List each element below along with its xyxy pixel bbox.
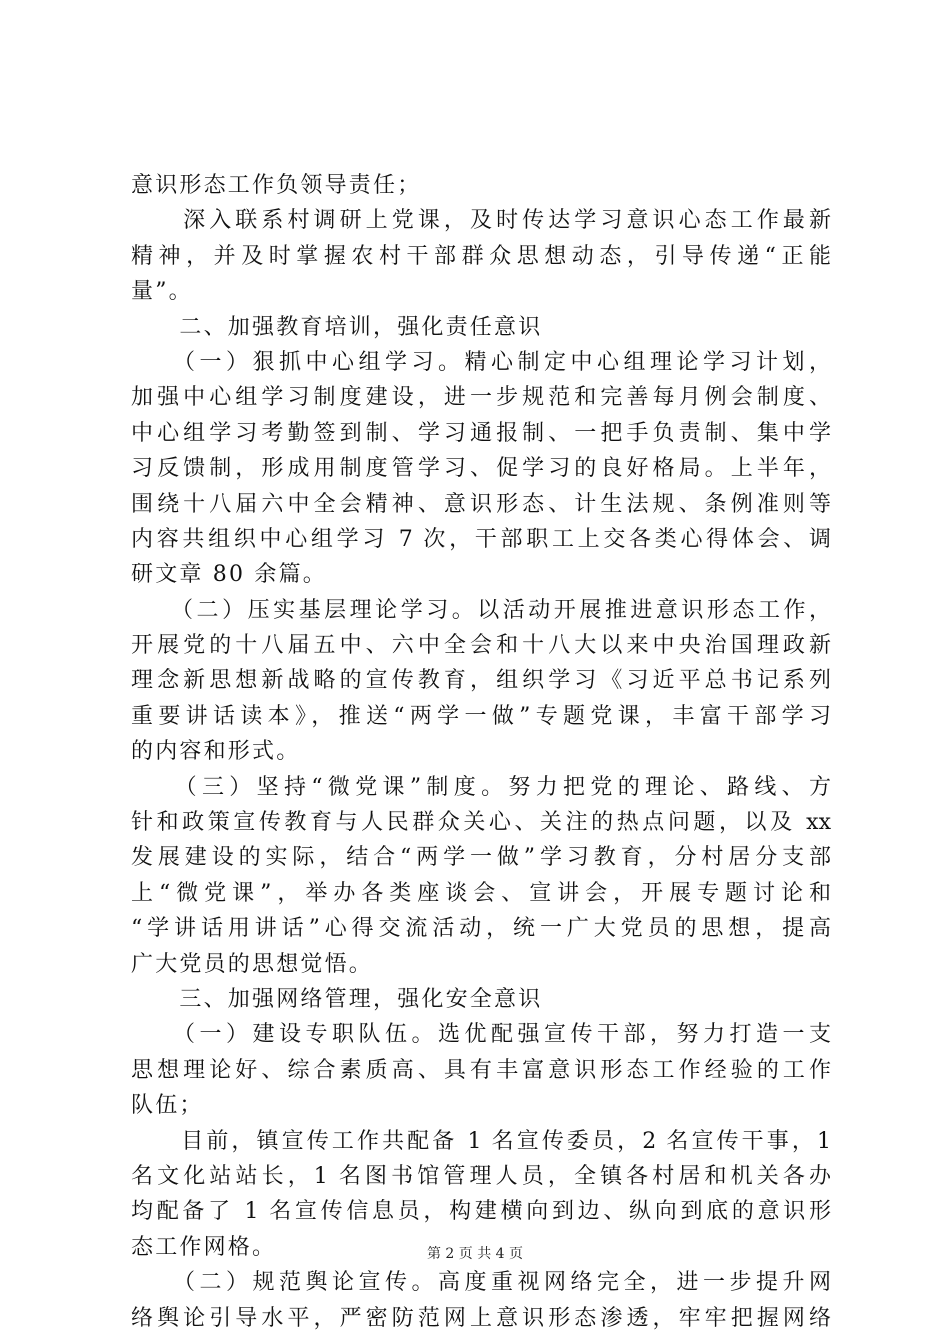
text-line: 内容共组织中心组学习 7 次，干部职工上交各类心得体会、调 xyxy=(131,526,831,552)
document-body xyxy=(131,168,831,1336)
text-line: 深入联系村调研上党课，及时传达学习意识心态工作最新 xyxy=(131,208,831,234)
text-line: （二）压实基层理论学习。以活动开展推进意识形态工作， xyxy=(131,597,831,623)
text-line: 发展建设的实际，结合“两学一做”学习教育，分村居分支部 xyxy=(131,845,831,871)
text-line: 目前，镇宣传工作共配备 1 名宣传委员，2 名宣传干事，1 xyxy=(131,1128,831,1154)
text-line: （二）规范舆论宣传。高度重视网络完全，进一步提升网 xyxy=(131,1270,831,1296)
text-line: 研文章 80 余篇。 xyxy=(131,562,327,588)
text-line: 重要讲话读本》，推送“两学一做”专题党课，丰富干部学习 xyxy=(131,703,831,729)
text-line: （一）狠抓中心组学习。精心制定中心组理论学习计划， xyxy=(131,349,831,375)
text-line: 二、加强教育培训，强化责任意识 xyxy=(131,314,543,340)
page-footer: 第 2 页 共 4 页 xyxy=(426,1246,524,1262)
text-line: 三、加强网络管理，强化安全意识 xyxy=(131,986,543,1012)
text-line: 上“微党课”，举办各类座谈会、宣讲会，开展专题讨论和 xyxy=(131,880,831,906)
text-line: 态工作网格。 xyxy=(131,1234,277,1260)
text-line: 均配备了 1 名宣传信息员，构建横向到边、纵向到底的意识形 xyxy=(131,1199,831,1225)
text-line: 量”。 xyxy=(131,279,193,305)
text-line: （一）建设专职队伍。选优配强宣传干部，努力打造一支 xyxy=(131,1022,831,1048)
text-line: 思想理论好、综合素质高、具有丰富意识形态工作经验的工作 xyxy=(131,1057,831,1083)
text-line: 广大党员的思想觉悟。 xyxy=(131,951,374,977)
text-line: （三）坚持“微党课”制度。努力把党的理论、路线、方 xyxy=(131,774,831,800)
text-line: 精神，并及时掌握农村干部群众思想动态，引导传递“正能 xyxy=(131,243,831,269)
text-line: 加强中心组学习制度建设，进一步规范和完善每月例会制度、 xyxy=(131,385,831,411)
text-line: 习反馈制，形成用制度管学习、促学习的良好格局。上半年， xyxy=(131,456,831,482)
text-line: 理念新思想新战略的宣传教育，组织学习《习近平总书记系列 xyxy=(131,668,831,694)
text-line: 意识形态工作负领导责任； xyxy=(131,173,422,198)
text-line: 针和政策宣传教育与人民群众关心、关注的热点问题，以及 xx xyxy=(131,810,831,836)
text-line: 开展党的十八届五中、六中全会和十八大以来中央治国理政新 xyxy=(131,633,831,659)
text-line: 的内容和形式。 xyxy=(131,739,301,765)
text-line: “学讲话用讲话”心得交流活动，统一广大党员的思想，提高 xyxy=(131,916,831,942)
text-line: 名文化站站长，1 名图书馆管理人员，全镇各村居和机关各办 xyxy=(131,1163,831,1189)
text-line: 络舆论引导水平，严密防范网上意识形态渗透，牢牢把握网络 xyxy=(131,1305,831,1331)
text-line: 队伍； xyxy=(131,1093,204,1119)
text-line: 围绕十八届六中全会精神、意识形态、计生法规、条例准则等 xyxy=(131,491,831,517)
text-line: 中心组学习考勤签到制、学习通报制、一把手负责制、集中学 xyxy=(131,420,831,446)
